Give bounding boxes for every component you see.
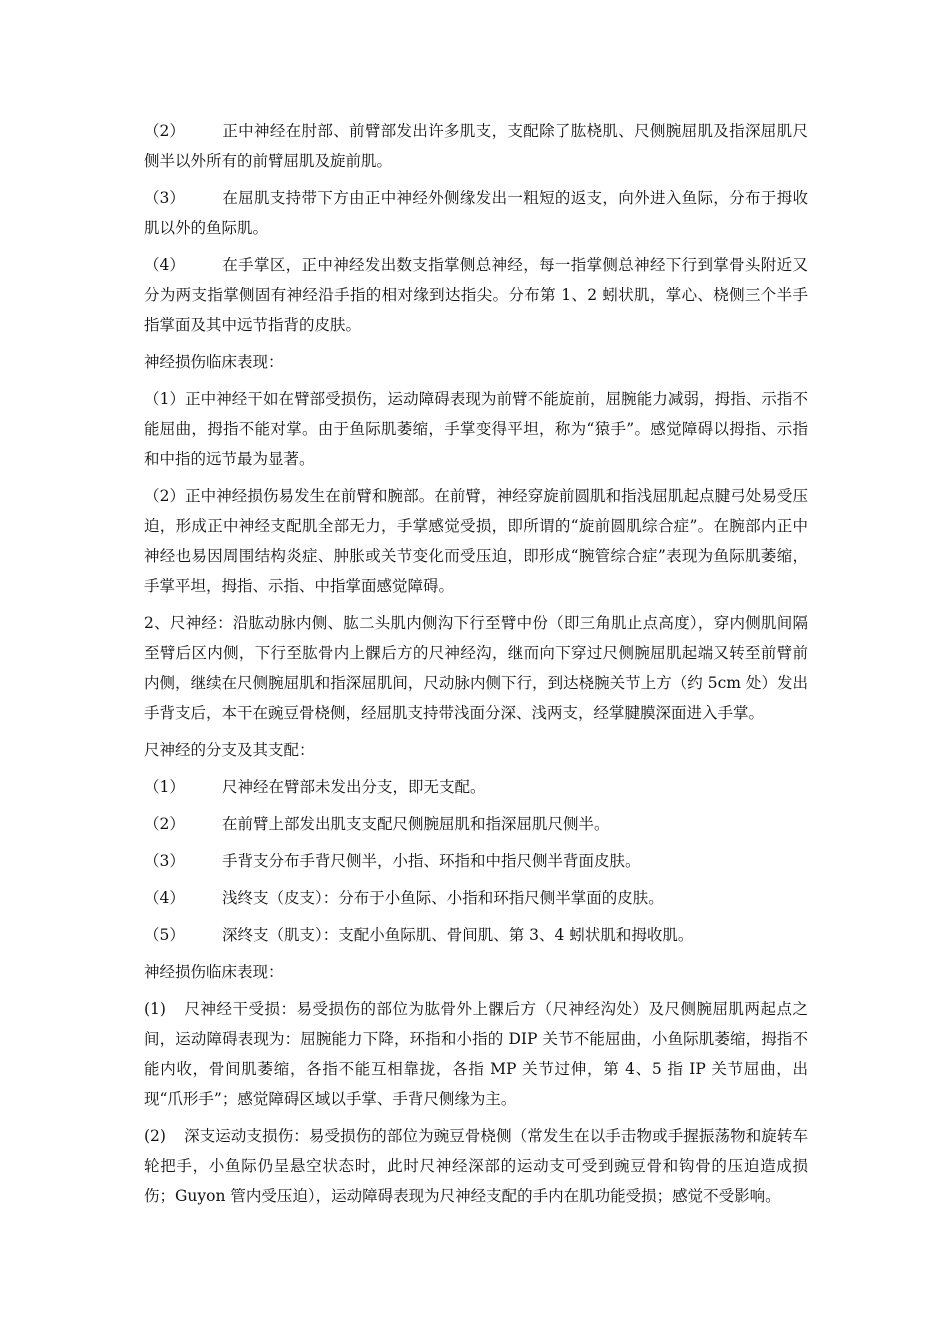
paragraph-text: 在屈肌支持带下方由正中神经外侧缘发出一粗短的返支，向外进入鱼际，分布于拇收肌以外的鱼际肌。 <box>144 189 808 237</box>
paragraph <box>144 608 808 728</box>
list-number: （5） <box>144 926 185 944</box>
section-heading <box>144 957 808 987</box>
paragraph-text: 浅终支（皮支）：分布于小鱼际、小指和环指尺侧半掌面的皮肤。 <box>222 889 664 907</box>
list-item <box>144 772 808 802</box>
paragraph-text: 手背支分布手背尺侧半，小指、环指和中指尺侧半背面皮肤。 <box>222 852 641 870</box>
paragraph-text: 尺神经的分支及其支配： <box>144 741 315 759</box>
document-body <box>144 116 808 1218</box>
list-number: （4） <box>144 889 185 907</box>
list-number: (2) <box>144 1127 166 1145</box>
paragraph-text: 在手掌区，正中神经发出数支指掌侧总神经，每一指掌侧总神经下行到掌骨头附近又分为两支指掌侧固有神经沿手指的相对缘到达指尖。分布第 1、2 蚓状肌，掌心、桡侧三个半手指掌面及其中远节指背的皮肤。 <box>144 256 808 334</box>
paragraph-text: 尺神经在臂部未发出分支，即无支配。 <box>222 778 486 796</box>
paragraph-text: 尺神经干受损：易受损伤的部位为肱骨外上髁后方（尺神经沟处）及尺侧腕屈肌两起点之间，运动障碍表现为：屈腕能力下降，环指和小指的 DIP 关节不能屈曲，小鱼际肌萎缩，拇指不能内收，骨间肌萎缩，各指不能互相靠拢，各指 MP 关节过伸，第 4、5 指 IP 关节屈曲，出现“爪形手”；感觉障碍区域以手掌、手背尺侧缘为主。 <box>144 1000 808 1108</box>
paragraph-text: 2、尺神经：沿肱动脉内侧、肱二头肌内侧沟下行至臂中份（即三角肌止点高度），穿内侧肌间隔至臂后区内侧，下行至肱骨内上髁后方的尺神经沟，继而向下穿过尺侧腕屈肌起端又转至前臂前内侧，继续在尺侧腕屈肌和指深屈肌间，尺动脉内侧下行，到达桡腕关节上方（约 5cm 处）发出手背支后，本干在豌豆骨桡侧，经屈肌支持带浅面分深、浅两支，经掌腱膜深面进入手掌。 <box>144 614 808 722</box>
paragraph-text: 深终支（肌支）：支配小鱼际肌、骨间肌、第 3、4 蚓状肌和拇收肌。 <box>222 926 694 944</box>
paragraph-text: 神经损伤临床表现： <box>144 353 284 371</box>
paragraph <box>144 183 808 243</box>
paragraph <box>144 116 808 176</box>
list-number: （3） <box>144 189 185 207</box>
paragraph-text: （2）正中神经损伤易发生在前臂和腕部。在前臂，神经穿旋前圆肌和指浅屈肌起点腱弓处易受压迫，形成正中神经支配肌全部无力，手掌感觉受损，即所谓的“旋前圆肌综合症”。在腕部内正中神经也易因周围结构炎症、肿胀或关节变化而受压迫，即形成“腕管综合症”表现为鱼际肌萎缩，手掌平坦，拇指、示指、中指掌面感觉障碍。 <box>144 487 808 595</box>
paragraph-text: （1）正中神经干如在臂部受损伤，运动障碍表现为前臂不能旋前，屈腕能力减弱，拇指、示指不能屈曲，拇指不能对掌。由于鱼际肌萎缩，手掌变得平坦，称为“猿手”。感觉障碍以拇指、示指和中指的远节最为显著。 <box>144 390 808 468</box>
list-number: （4） <box>144 256 185 274</box>
paragraph <box>144 250 808 340</box>
list-item <box>144 920 808 950</box>
list-number: (1) <box>144 1000 166 1018</box>
paragraph-text: 在前臂上部发出肌支支配尺侧腕屈肌和指深屈肌尺侧半。 <box>222 815 610 833</box>
paragraph-text: 神经损伤临床表现： <box>144 963 284 981</box>
list-item <box>144 809 808 839</box>
list-number: （2） <box>144 815 185 833</box>
section-heading <box>144 347 808 377</box>
paragraph-text: 深支运动支损伤：易受损伤的部位为豌豆骨桡侧（常发生在以手击物或手握振荡物和旋转车轮把手，小鱼际仍呈悬空状态时，此时尺神经深部的运动支可受到豌豆骨和钩骨的压迫造成损伤；Guyon 管内受压迫），运动障碍表现为尺神经支配的手内在肌功能受损；感觉不受影响。 <box>144 1127 808 1205</box>
paragraph <box>144 994 808 1114</box>
paragraph <box>144 481 808 601</box>
paragraph <box>144 384 808 474</box>
list-number: （2） <box>144 122 185 140</box>
list-item <box>144 883 808 913</box>
paragraph <box>144 1121 808 1211</box>
list-number: （1） <box>144 778 185 796</box>
list-item <box>144 846 808 876</box>
list-number: （3） <box>144 852 185 870</box>
section-heading <box>144 735 808 765</box>
paragraph-text: 正中神经在肘部、前臂部发出许多肌支，支配除了肱桡肌、尺侧腕屈肌及指深屈肌尺侧半以外所有的前臂屈肌及旋前肌。 <box>144 122 808 170</box>
